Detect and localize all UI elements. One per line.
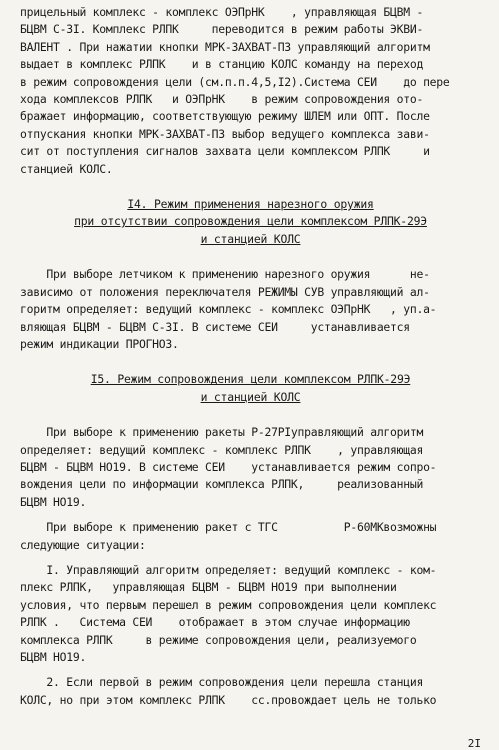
text-line: определяет: ведущий комплекс - комплекс РЛПК , управляющая — [20, 442, 424, 457]
text-line: При выборе к применению ракеты Р-27РIуправляющий алгоритм — [20, 425, 424, 440]
text-line: БЦВМ НО19. — [20, 650, 87, 664]
text-line: бражает информацию, соответствующую режиму ШЛЕМ или ОПТ. После — [20, 109, 430, 124]
text-line: станцией КОЛС. — [20, 161, 113, 176]
text-line: режим индикации ПРОГНОЗ. — [20, 336, 179, 351]
text-line: РЛПК . Система СЕИ отображает в этом случае информацию — [20, 615, 410, 630]
situation-2 — [20, 674, 481, 709]
text-line: 2. Если первой в режим сопровождения цели перешла станция — [20, 675, 424, 690]
text-line: БЦВМ С-3I. Комплекс РЛПК переводится в режим работы ЭКВИ- — [20, 22, 424, 37]
section-15-paragraph-2 — [20, 519, 481, 554]
section-14-paragraph — [20, 266, 481, 353]
heading-line: I5. Режим сопровождения цели комплексом РЛПК-29Э — [90, 372, 411, 387]
text-line: ВАЛЕНТ . При нажатии кнопки МРК-ЗАХВАТ-ПЗ управляющий алгоритм — [20, 39, 430, 54]
text-line: горитм определяет: ведущий комплекс - комплекс ОЭПрНК , уп.а- — [20, 302, 437, 317]
heading-line: и станцией КОЛС — [200, 231, 301, 246]
page-number: 2I — [467, 737, 481, 750]
text-line: в режим сопровождения цели (см.п.п.4,5,I2).Система СЕИ до пере — [20, 74, 450, 89]
text-line: отпускания кнопки МРК-ЗАХВАТ-ПЗ выбор ведущего комплекса зави- — [20, 126, 430, 141]
text-line: прицельный комплекс - комплекс ОЭПрНК , управляющая БЦВМ - — [20, 5, 424, 19]
section-14-heading — [20, 196, 481, 248]
text-line: При выборе к применению ракет с ТГС Р-60МКвозможны — [20, 520, 437, 535]
text-line: сит от поступления сигналов захвата цели комплексом РЛПК и — [20, 144, 430, 159]
text-line: При выборе летчиком к применению нарезного оружия не- — [20, 267, 430, 282]
text-line: вляющая БЦВМ - БЦВМ С-3I. В системе СЕИ устанавливается — [20, 319, 410, 334]
text-line: КОЛС, но при этом комплекс РЛПК сс.провождает цель не только — [20, 692, 437, 707]
text-line: БЦВМ - БЦВМ НО19. В системе СЕИ устанавливается режим сопро- — [20, 459, 437, 474]
text-line: следующие ситуации: — [20, 537, 146, 552]
heading-line: при отсутствии сопровождения цели комплексом РЛПК-29Э — [74, 214, 427, 229]
situation-1 — [20, 562, 481, 666]
text-line: условия, что первым перешел в режим сопровождения цели комплекс — [20, 597, 437, 612]
heading-line: и станцией КОЛС — [200, 389, 301, 404]
section-15-heading — [20, 371, 481, 406]
section-15-paragraph-1 — [20, 424, 481, 511]
text-line: зависимо от положения переключателя РЕЖИМЫ СУВ управляющий ал- — [20, 284, 430, 299]
text-line: вождения цели по информации комплекса РЛПК, реализованный — [20, 477, 424, 492]
text-line: хода комплексов РЛПК и ОЭПрНК в режим сопровождения ото- — [20, 92, 424, 107]
paragraph-continuation — [20, 4, 481, 178]
text-line: комплекса РЛПК в режиме сопровождения цели, реализуемого — [20, 632, 417, 647]
text-line: I. Управляющий алгоритм определяет: ведущий комплекс - ком- — [20, 562, 437, 577]
text-line: плекс РЛПК, управляющая БЦВМ - БЦВМ НО19 при выполнении — [20, 580, 397, 595]
text-line: выдает в комплекс РЛПК и в станцию КОЛС команду на переход — [20, 57, 424, 72]
text-line: БЦВМ НО19. — [20, 494, 87, 509]
heading-line: I4. Режим применения нарезного оружия — [127, 197, 374, 212]
